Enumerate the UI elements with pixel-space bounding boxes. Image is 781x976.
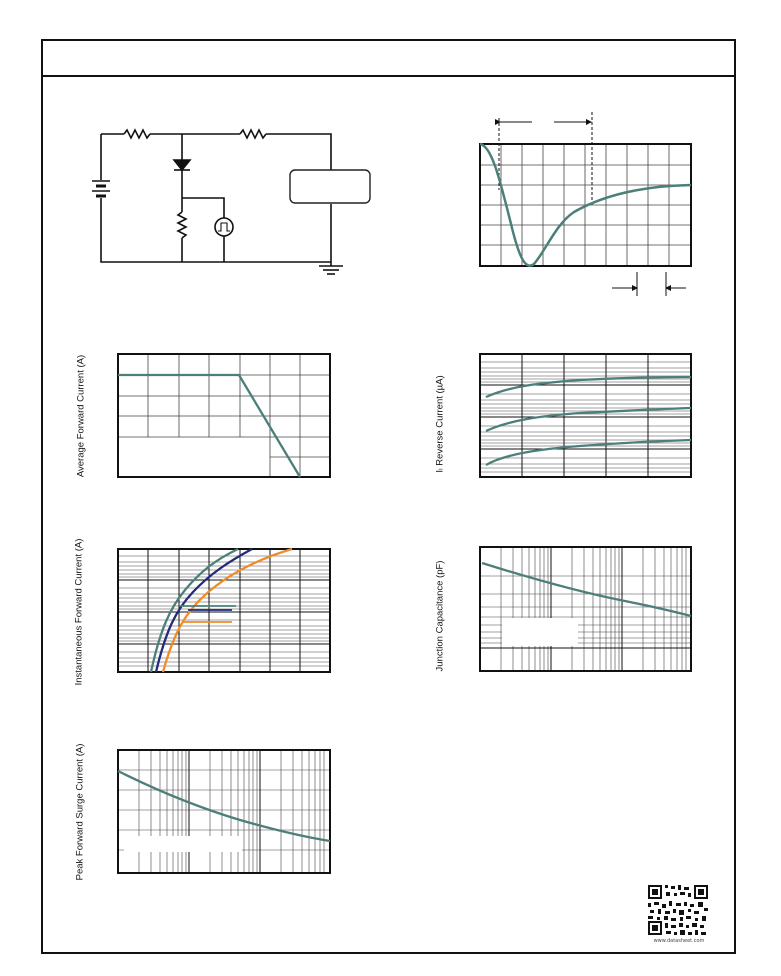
- resistor-icon: [124, 130, 150, 138]
- junction-capacitance-chart: [480, 547, 691, 671]
- surge-current-chart: [118, 750, 330, 873]
- instantaneous-forward-current-label: Instantaneous Forward Current (A): [73, 538, 85, 686]
- forward-characteristics-chart: [118, 549, 330, 672]
- avg-forward-current-label: Average Forward Current (A): [75, 354, 87, 478]
- oscilloscope-box-icon: [290, 170, 370, 203]
- battery-icon: [92, 181, 110, 196]
- resistor-icon: [240, 130, 266, 138]
- qr-code-icon: [646, 883, 710, 939]
- diode-icon: [174, 160, 190, 170]
- resistor-icon: [178, 212, 186, 238]
- ground-icon: [319, 262, 343, 274]
- pulse-generator-icon: [215, 218, 233, 236]
- peak-surge-current-label: Peak Forward Surge Current (A): [74, 743, 86, 881]
- reverse-recovery-chart: [480, 112, 691, 296]
- reverse-current-chart: [480, 354, 691, 477]
- reverse-current-label: Iₗ Reverse Current (µA): [434, 375, 446, 473]
- forward-current-derating-chart: [118, 354, 330, 477]
- qr-caption: www.datasheet.com: [653, 938, 705, 944]
- junction-capacitance-label: Junction Capacitance (pF): [434, 560, 446, 672]
